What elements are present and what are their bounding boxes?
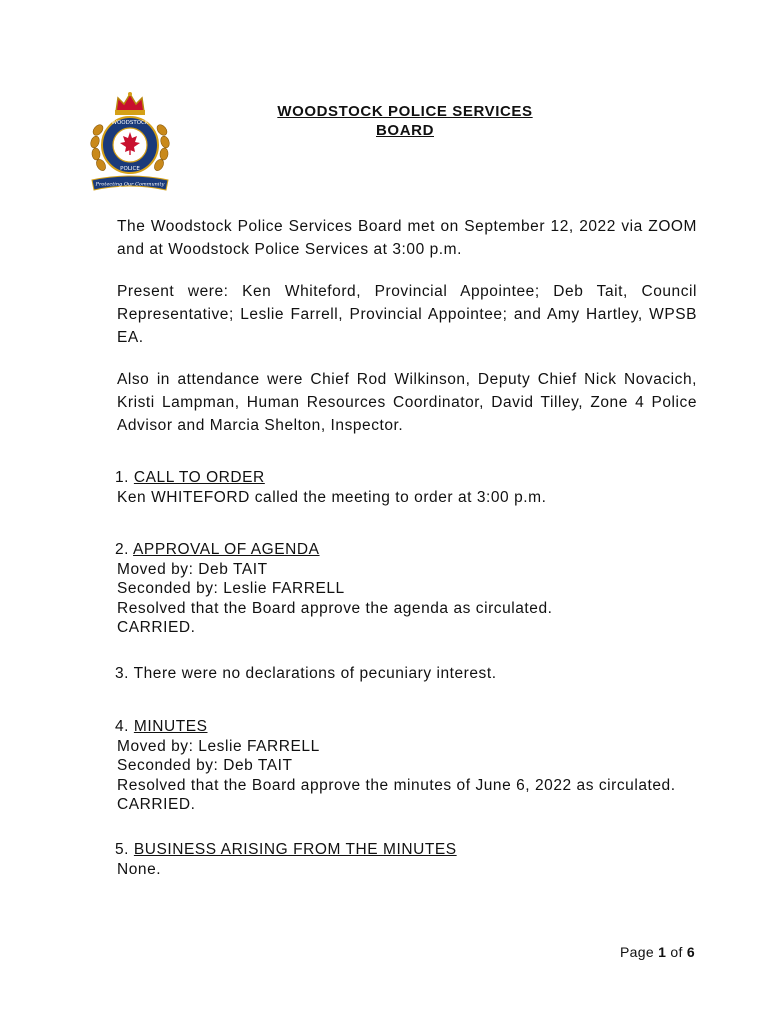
- document-title: [210, 102, 600, 140]
- agenda-item-call-to-order: [115, 468, 715, 507]
- item-line: Moved by: Leslie FARRELL: [117, 737, 320, 755]
- item-heading-line: [115, 664, 715, 684]
- item-heading-line: [115, 840, 715, 860]
- item-heading: APPROVAL OF AGENDA: [133, 541, 320, 558]
- police-badge-logo: [88, 90, 172, 196]
- item-line: Resolved that the Board approve the minutes of June 6, 2022 as circulated.: [117, 776, 676, 794]
- badge-banner-text: Protecting Our Community: [95, 181, 165, 188]
- agenda-item-approval-of-agenda: [115, 540, 715, 638]
- page-number-footer: [620, 944, 695, 960]
- item-line: Resolved that the Board approve the agenda as circulated.: [117, 599, 553, 617]
- agenda-item-business-arising: [115, 840, 715, 879]
- current-page-number: 1: [658, 944, 667, 960]
- item-heading: CALL TO ORDER: [133, 469, 265, 486]
- item-line: CARRIED.: [117, 619, 196, 636]
- title-line-2: BOARD: [376, 122, 434, 139]
- item-heading-line: [115, 540, 715, 560]
- item-number: 4.: [115, 718, 130, 735]
- item-line: CARRIED.: [117, 796, 196, 813]
- agenda-item-minutes: [115, 717, 715, 815]
- attendance-paragraph: Also in attendance were Chief Rod Wilkinson, Deputy Chief Nick Novacich, Kristi Lampman, Human Resources Coordinator, David Tilley, Zone 4 Police Advisor and Marcia Shelton, Inspector.: [117, 371, 697, 434]
- present-members-paragraph: Present were: Ken Whiteford, Provincial Appointee; Deb Tait, Council Representative; Leslie Farrell, Provincial Appointee; and Amy Hartley, WPSB EA.: [117, 283, 697, 346]
- item-heading: MINUTES: [133, 718, 208, 735]
- total-page-count: 6: [686, 944, 695, 960]
- agenda-item-pecuniary-interest: [115, 664, 715, 684]
- title-line-1: WOODSTOCK POLICE SERVICES: [277, 103, 533, 120]
- crown-icon: [115, 92, 145, 115]
- item-number: 3.: [115, 665, 130, 682]
- item-heading-line: [115, 717, 715, 737]
- of-label: of: [670, 944, 683, 960]
- item-line: None.: [117, 860, 162, 878]
- item-line: Seconded by: Deb TAIT: [117, 757, 293, 774]
- item-text: There were no declarations of pecuniary interest.: [133, 665, 497, 682]
- item-line: Moved by: Deb TAIT: [117, 560, 268, 578]
- page-label: Page: [620, 944, 654, 960]
- badge-top-text: WOODSTOCK: [111, 120, 149, 126]
- meeting-intro-paragraph: The Woodstock Police Services Board met on September 12, 2022 via ZOOM and at Woodstock Police Services at 3:00 p.m.: [117, 218, 697, 258]
- item-heading-line: [115, 468, 715, 488]
- item-number: 2.: [115, 541, 130, 558]
- item-number: 1.: [115, 469, 130, 486]
- item-number: 5.: [115, 841, 130, 858]
- badge-bottom-text: POLICE: [120, 166, 140, 172]
- item-line: Ken WHITEFORD called the meeting to order at 3:00 p.m.: [117, 488, 547, 506]
- item-heading: BUSINESS ARISING FROM THE MINUTES: [133, 841, 457, 858]
- item-line: Seconded by: Leslie FARRELL: [117, 580, 345, 597]
